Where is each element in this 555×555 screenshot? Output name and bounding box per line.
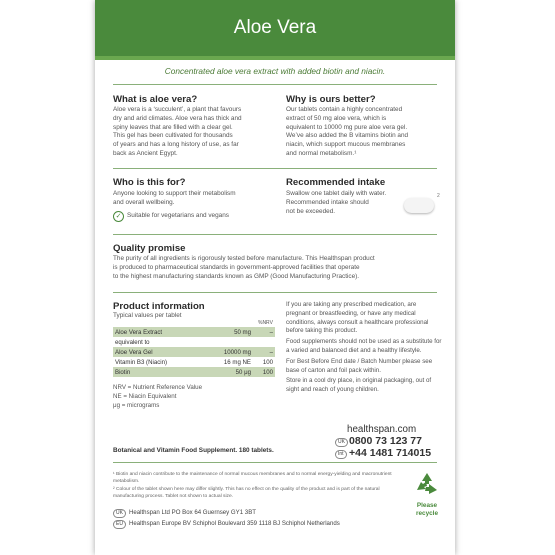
abbreviation-note: NE = Niacin Equivalent [113, 392, 177, 400]
abbreviation-note: NRV = Nutrient Reference Value [113, 384, 203, 391]
title-banner [95, 0, 455, 60]
table-row [113, 367, 275, 377]
what-is-heading: What is aloe vera? [113, 94, 198, 105]
table-row [113, 337, 275, 347]
nutrient-nrv [253, 337, 275, 347]
advice-paragraph: If you are taking any prescribed medication, are pregnant or breastfeeding, or have any medical conditions, always consult a healthcare professional before taking this product. [286, 301, 429, 335]
divider [113, 292, 437, 293]
phone-tag: UK [335, 438, 348, 447]
address-tag: UK [113, 509, 126, 518]
check-circle-icon: ✓ [113, 211, 124, 222]
phone-number: 0800 73 123 77 [349, 435, 422, 447]
product-info-heading: Product information [113, 301, 205, 312]
advice-paragraph: For Best Before End date / Batch Number please see base of carton and foil pack within. [286, 357, 433, 374]
product-info-subheading: Typical values per tablet [113, 312, 182, 319]
divider [113, 84, 437, 85]
what-is-line: Aloe vera is a ‘succulent’, a plant that favours [113, 106, 242, 113]
nutrient-name: Aloe Vera Extract [113, 327, 203, 337]
quality-line: to the highest manufacturing standards known as GMP (Good Manufacturing Practice). [113, 272, 360, 280]
intake-line: Swallow one tablet daily with water. [286, 190, 387, 197]
footnote: ¹ Biotin and niacin contribute to the maintenance of normal mucous membranes and to normal energy-yielding and macronutrient metabolism. [113, 472, 392, 484]
nutrient-amount [203, 337, 253, 347]
footnote: ² Colour of the tablet shown here may differ slightly. This has no effect on the quality of the product and is part of the natural manufacturing process. Tablet not shown to actual size. [113, 487, 380, 499]
website-url: healthspan.com [347, 424, 417, 435]
quality-heading: Quality promise [113, 243, 186, 254]
what-is-line: back as Ancient Egypt. [113, 149, 178, 157]
why-ours-line: niacin, which support mucous membranes [286, 141, 406, 149]
nutrient-name: equivalent to [115, 338, 150, 346]
table-row [113, 347, 275, 357]
what-is-line: This gel has been cultivated for thousands [113, 132, 233, 140]
intake-line: Recommended intake should [286, 198, 369, 206]
address-line [113, 509, 256, 518]
advice-column [286, 301, 442, 397]
why-ours-line: We’ve also added the B vitamins biotin and [286, 132, 409, 140]
tablet-footnote-marker: 2 [437, 193, 440, 199]
nutrient-amount: 16 mg NE [223, 358, 251, 366]
nrv-column-header: %NRV [258, 320, 273, 326]
address-tag: EU [113, 520, 126, 529]
nutrient-nrv: 100 [262, 358, 273, 366]
recycle-label [403, 502, 451, 518]
who-for-line: and overall wellbeing. [113, 198, 175, 206]
why-ours-text [286, 106, 408, 159]
table-row [113, 357, 275, 367]
what-is-line: of years and has a long history of use, as far [113, 141, 239, 149]
divider [113, 462, 437, 463]
nutrition-table [113, 327, 275, 377]
why-ours-line: equivalent to 10000 mg pure aloe vera gel. [286, 123, 408, 131]
why-ours-heading: Why is ours better? [286, 94, 376, 105]
address-text: Healthspan Ltd PO Box 64 Guernsey GY1 3BT [128, 509, 256, 516]
who-for-text [113, 190, 236, 208]
quality-text [113, 255, 375, 281]
quality-line: is produced to pharmaceutical standards in government-approved facilities that operate [113, 263, 360, 271]
nutrient-amount: 10000 mg [203, 347, 253, 357]
product-tagline: Concentrated aloe vera extract with added biotin and niacin. [164, 66, 386, 76]
nutrient-nrv: – [253, 347, 275, 357]
divider [113, 168, 437, 169]
nutrient-nrv: 100 [253, 367, 275, 377]
who-for-line: Anyone looking to support their metabolism [113, 190, 236, 197]
what-is-line: spiny leaves that are filled with a clear gel. [113, 123, 233, 131]
nutrient-amount: 50 μg [203, 367, 253, 377]
nutrient-name: Vitamin B3 (Niacin) [115, 358, 168, 366]
phone-number: +44 1481 714015 [349, 447, 432, 459]
product-box-back [95, 0, 455, 555]
nutrient-name: Biotin [113, 367, 203, 377]
what-is-line: dry and arid climates. Aloe vera has thick and [113, 114, 242, 122]
recycle-label-line: Please [416, 502, 438, 509]
quality-line: The purity of all ingredients is rigorously tested before manufacture. This Healthspan product [113, 255, 375, 262]
nutrient-name: Aloe Vera Gel [113, 347, 203, 357]
table-row [113, 327, 275, 337]
suitable-note: Suitable for vegetarians and vegans [127, 212, 229, 219]
address-text: Healthspan Europe BV Schiphol Boulevard 359 1118 BJ Schiphol Netherlands [128, 520, 340, 527]
intake-heading: Recommended intake [286, 177, 386, 188]
intake-text [286, 190, 386, 216]
advice-paragraph: Store in a cool dry place, in original packaging, out of sight and reach of young children. [286, 377, 432, 394]
supplement-statement: Botanical and Vitamin Food Supplement. 180 tablets. [113, 447, 274, 454]
why-ours-line: and normal metabolism.¹ [286, 149, 357, 157]
intake-line: not be exceeded. [286, 207, 336, 215]
advice-paragraph: Food supplements should not be used as a substitute for a varied and balanced diet and a healthy lifestyle. [286, 338, 442, 354]
divider [113, 234, 437, 235]
product-title: Aloe Vera [233, 17, 317, 38]
recycle-label-line: recycle [415, 510, 439, 517]
address-line [113, 520, 340, 529]
why-ours-line: extract of 50 mg aloe vera, which is [286, 114, 387, 122]
nutrient-nrv: – [253, 327, 275, 337]
who-for-heading: Who is this for? [113, 177, 186, 188]
tablet-icon [404, 198, 434, 213]
abbreviation-notes [113, 384, 202, 410]
abbreviation-note: μg = micrograms [113, 401, 160, 409]
recycle-icon [413, 470, 441, 498]
phone-tag: Int [335, 450, 347, 459]
nutrient-amount: 50 mg [203, 327, 253, 337]
what-is-text [113, 106, 242, 159]
why-ours-line: Our tablets contain a highly concentrated [286, 106, 403, 113]
